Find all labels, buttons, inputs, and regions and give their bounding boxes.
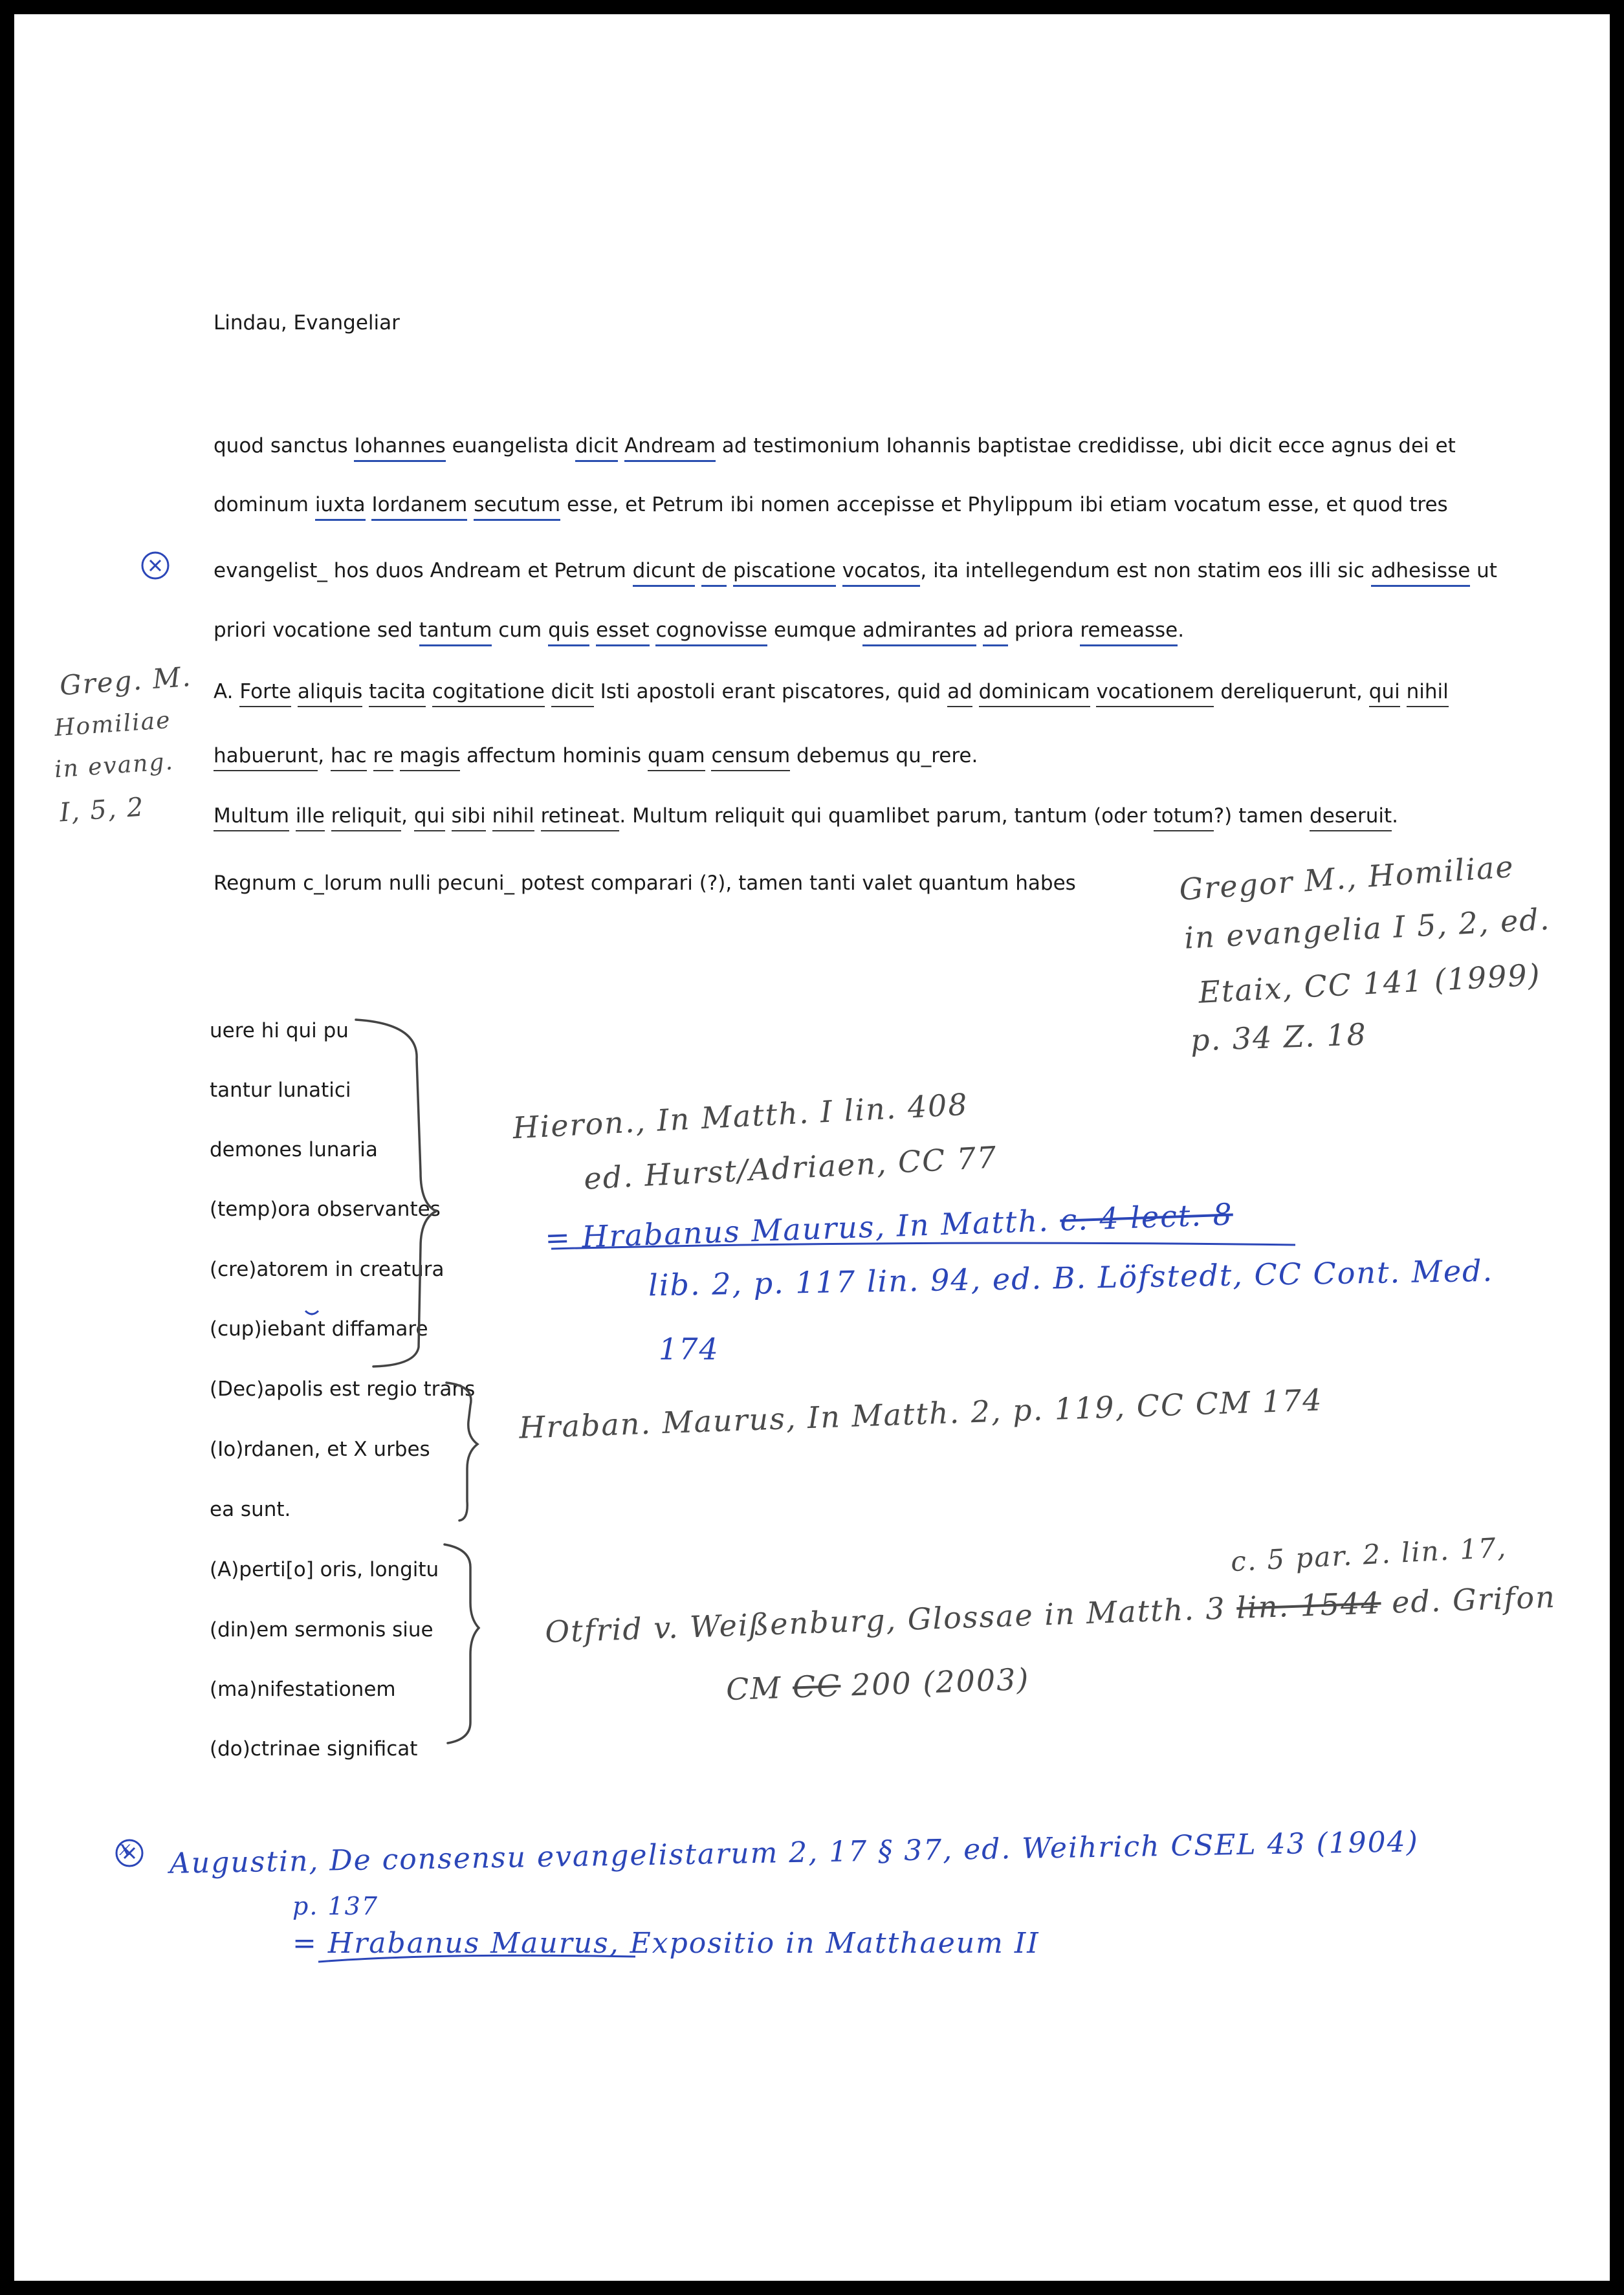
underlined-word: magis bbox=[400, 744, 461, 771]
underlined-word: dicit bbox=[551, 680, 594, 707]
text-run bbox=[445, 804, 452, 828]
text-line-6 bbox=[214, 746, 978, 766]
underlined-word: admirantes bbox=[862, 619, 976, 646]
underlined-word: piscatione bbox=[733, 559, 836, 587]
gloss-line: (cre)atorem in creatura bbox=[210, 1258, 444, 1281]
text-run: ut bbox=[1470, 559, 1497, 582]
gloss-line: (cup)iebant diffamare bbox=[210, 1317, 428, 1341]
gloss-line: (temp)ora observantes bbox=[210, 1198, 441, 1221]
gloss-line: (Io)rdanen, et X urbes bbox=[210, 1438, 430, 1461]
underlined-word: esset bbox=[596, 619, 650, 646]
gloss-line: (do)ctrinae significat bbox=[210, 1737, 418, 1761]
struck-text: CC bbox=[792, 1668, 842, 1705]
text-run: , ita intellegendum est non statim eos illi sic bbox=[920, 559, 1371, 582]
handwritten-line: Greg. M. bbox=[58, 660, 193, 702]
text-run bbox=[972, 680, 979, 703]
underlined-word: retineat bbox=[541, 804, 620, 831]
hraban1-prefix: = Hrabanus Maurus, In Matth. bbox=[544, 1203, 1050, 1256]
underlined-word: reliquit bbox=[331, 804, 401, 831]
otfrid-prefix: Otfrid v. Weißenburg, Glossae in Matth. 3 bbox=[544, 1590, 1227, 1650]
text-line-5 bbox=[214, 682, 1449, 702]
bracket-brace bbox=[446, 1383, 477, 1521]
text-run bbox=[325, 804, 331, 828]
text-run: quod sanctus bbox=[214, 434, 355, 457]
underlined-word: deseruit bbox=[1310, 804, 1392, 831]
text-run bbox=[618, 434, 624, 457]
underlined-word: re bbox=[373, 744, 393, 771]
text-run bbox=[650, 619, 656, 642]
gloss-line: (din)em sermonis siue bbox=[210, 1618, 433, 1642]
handwritten-line: = Hrabanus Maurus, Expositio in Matthaeum II bbox=[292, 1927, 1040, 1960]
text-run bbox=[1400, 680, 1407, 703]
otfrid-suffix: ed. Grifon bbox=[1391, 1579, 1557, 1620]
text-run bbox=[426, 680, 432, 703]
text-run: priori vocatione sed bbox=[214, 619, 419, 642]
underlined-word: censum bbox=[711, 744, 790, 771]
bracket-brace bbox=[356, 1020, 436, 1367]
text-run: ?) tamen bbox=[1213, 804, 1310, 828]
underlined-word: cogitatione bbox=[432, 680, 545, 707]
text-run bbox=[366, 493, 372, 516]
handwritten-line: I, 5, 2 bbox=[58, 792, 146, 828]
text-run: esse, et Petrum ibi nomen accepisse et Phylippum ibi etiam vocatum esse, et quod tres bbox=[560, 493, 1448, 516]
text-run bbox=[486, 804, 492, 828]
handwritten-line: Augustin, De consensu evangelistarum 2, 17 § 37, ed. Weihrich CSEL 43 (1904) bbox=[169, 1825, 1420, 1880]
handwritten-line bbox=[544, 1579, 1557, 1650]
text-run bbox=[393, 744, 400, 767]
underlined-word: Andream bbox=[624, 434, 716, 462]
underlined-word: dicunt bbox=[633, 559, 696, 587]
gloss-line: uere hi qui pu bbox=[210, 1019, 349, 1042]
underlined-word: Iohannes bbox=[354, 434, 445, 462]
otfrid-volume: 200 (2003) bbox=[851, 1661, 1031, 1703]
underlined-word: totum bbox=[1154, 804, 1214, 831]
handwritten-line: in evangelia I 5, 2, ed. bbox=[1183, 901, 1552, 956]
text-run bbox=[362, 680, 369, 703]
circled-x-marker bbox=[142, 553, 168, 578]
text-run bbox=[467, 493, 474, 516]
text-run: Isti apostoli erant piscatores, quid bbox=[593, 680, 948, 703]
x-mark bbox=[150, 560, 160, 571]
handwritten-line: Gregor M., Homiliae bbox=[1178, 848, 1516, 908]
text-run bbox=[976, 619, 983, 642]
text-run bbox=[545, 680, 551, 703]
text-line-3 bbox=[214, 561, 1497, 581]
text-run: . bbox=[1178, 619, 1185, 642]
handwritten-line: Hieron., In Matth. I lin. 408 bbox=[512, 1086, 969, 1146]
underlined-word: qui bbox=[414, 804, 445, 831]
document-title: Lindau, Evangeliar bbox=[214, 311, 400, 335]
text-run bbox=[727, 559, 733, 582]
text-run: Regnum c_lorum nulli pecuni_ potest comparari (?), tamen tanti valet quantum habes bbox=[214, 872, 1076, 895]
text-run bbox=[705, 744, 712, 767]
underlined-word: ad bbox=[983, 619, 1008, 646]
underlined-word: dominicam bbox=[979, 680, 1090, 707]
text-run bbox=[289, 804, 296, 828]
underlined-word: quam bbox=[648, 744, 705, 771]
underlined-word: quis bbox=[548, 619, 589, 646]
underlined-word: qui bbox=[1369, 680, 1400, 707]
underlined-word: hac bbox=[331, 744, 367, 771]
underlined-word: ad bbox=[947, 680, 972, 707]
gloss-line: (A)perti[o] oris, longitu bbox=[210, 1558, 439, 1581]
text-line-4 bbox=[214, 620, 1184, 641]
gloss-line: (Dec)apolis est regio trans bbox=[210, 1378, 476, 1401]
handwritten-line bbox=[544, 1196, 1234, 1256]
underlined-word: Forte bbox=[239, 680, 291, 707]
underlined-word: adhesisse bbox=[1371, 559, 1471, 587]
underlined-word: nihil bbox=[492, 804, 534, 831]
text-run bbox=[695, 559, 701, 582]
text-run: . Multum reliquit qui quamlibet parum, tantum (oder bbox=[619, 804, 1154, 828]
gloss-line: ea sunt. bbox=[210, 1498, 291, 1521]
text-run bbox=[836, 559, 842, 582]
handwritten-line: c. 5 par. 2. lin. 17, bbox=[1229, 1531, 1508, 1578]
underlined-word: ille bbox=[296, 804, 325, 831]
handwritten-line: p. 34 Z. 18 bbox=[1190, 1016, 1368, 1058]
gloss-line: tantur lunatici bbox=[210, 1079, 351, 1102]
underlined-word: dicit bbox=[575, 434, 618, 462]
underlined-word: Iordanem bbox=[371, 493, 467, 521]
text-run: dereliquerunt, bbox=[1214, 680, 1369, 703]
text-run: , bbox=[318, 744, 331, 767]
bracket-brace bbox=[444, 1544, 479, 1743]
underlined-word: de bbox=[701, 559, 727, 587]
handwritten-line: ed. Hurst/Adriaen, CC 77 bbox=[583, 1139, 998, 1196]
text-line-2 bbox=[214, 495, 1448, 515]
underlined-word: habuerunt bbox=[214, 744, 318, 771]
handwritten-line: in evang. bbox=[53, 748, 175, 784]
handwritten-line: lib. 2, p. 117 lin. 94, ed. B. Löfstedt, CC Cont. Med. bbox=[648, 1253, 1494, 1303]
text-run: ad testimonium Iohannis baptistae credidisse, ubi dicit ecce agnus dei et bbox=[715, 434, 1456, 457]
underlined-word: sibi bbox=[452, 804, 486, 831]
underlined-word: iuxta bbox=[315, 493, 366, 521]
hrabanus-note-2: Hraban. Maurus, In Matth. 2, p. 119, CC CM 174 bbox=[518, 1382, 1324, 1445]
text-run: . bbox=[1392, 804, 1399, 828]
handwritten-line: Etaix, CC 141 (1999) bbox=[1197, 957, 1542, 1010]
handwritten-line: p. 137 bbox=[292, 1892, 379, 1920]
text-run: affectum hominis bbox=[460, 744, 648, 767]
underlined-word: secutum bbox=[474, 493, 560, 521]
text-run: , bbox=[401, 804, 414, 828]
text-run: eumque bbox=[767, 619, 863, 642]
gloss-line: (ma)nifestationem bbox=[210, 1678, 396, 1701]
underlined-word: aliquis bbox=[298, 680, 362, 707]
underlined-word: vocationem bbox=[1096, 680, 1214, 707]
underlined-word: cognovisse bbox=[655, 619, 767, 646]
gloss-line: demones lunaria bbox=[210, 1138, 378, 1161]
text-run: dominum bbox=[214, 493, 315, 516]
text-run bbox=[367, 744, 373, 767]
handwritten-line bbox=[725, 1661, 1031, 1708]
text-run: debemus qu_rere. bbox=[790, 744, 978, 767]
underlined-word: Multum bbox=[214, 804, 289, 831]
text-line-1 bbox=[214, 436, 1456, 456]
underlined-word: tantum bbox=[419, 619, 492, 646]
handwritten-line: 174 bbox=[659, 1332, 719, 1367]
underlined-word: nihil bbox=[1407, 680, 1449, 707]
text-run bbox=[534, 804, 541, 828]
underlined-word: tacita bbox=[369, 680, 426, 707]
text-run bbox=[1090, 680, 1097, 703]
text-run: cum bbox=[492, 619, 549, 642]
text-line-7 bbox=[214, 806, 1398, 826]
accent-mark bbox=[305, 1311, 318, 1314]
struck-text: c. 4 lect. 8 bbox=[1059, 1196, 1234, 1238]
struck-text: lin. 1544 bbox=[1236, 1585, 1382, 1625]
underlined-word: remeasse bbox=[1080, 619, 1178, 646]
text-run: evangelist_ hos duos Andream et Petrum bbox=[214, 559, 633, 582]
text-run: A. bbox=[214, 680, 240, 703]
text-run bbox=[589, 619, 596, 642]
handwritten-line: Homiliae bbox=[53, 707, 172, 742]
text-run: priora bbox=[1007, 619, 1081, 642]
text-run bbox=[291, 680, 298, 703]
text-run: euangelista bbox=[445, 434, 576, 457]
text-line-8 bbox=[214, 873, 1076, 894]
bottom-marker-label: x bbox=[119, 1836, 133, 1860]
otfrid-cm: CM bbox=[725, 1670, 783, 1708]
underlined-word: vocatos bbox=[842, 559, 921, 587]
